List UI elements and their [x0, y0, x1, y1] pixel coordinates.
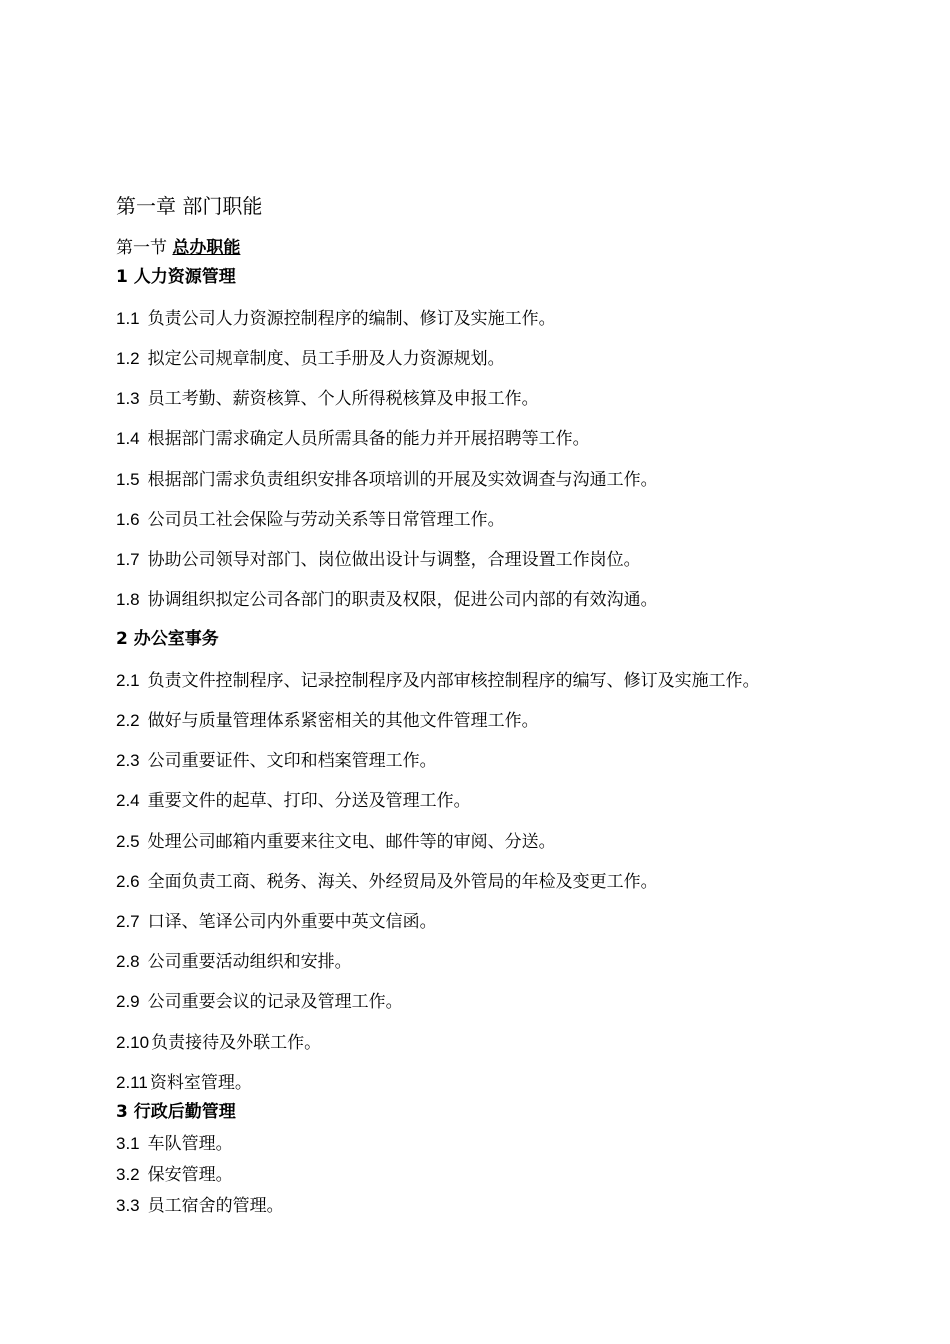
list-item: [116, 712, 539, 730]
item-number: 1.7: [116, 550, 140, 569]
list-item: [116, 752, 437, 770]
item-text: 根据部门需求负责组织安排各项培训的开展及实效调查与沟通工作。: [147, 470, 658, 490]
list-item: [116, 551, 641, 569]
list-item: [116, 833, 556, 851]
list-item: [116, 993, 403, 1011]
item-text: 公司员工社会保险与劳动关系等日常管理工作。: [147, 510, 505, 530]
item-number: 2.4: [116, 791, 140, 810]
list-item: [116, 1135, 233, 1153]
item-number: 2.5: [116, 832, 140, 851]
section-heading: [116, 240, 240, 257]
group-heading-office: 2 办公室事务: [116, 629, 219, 649]
item-number: 1.4: [116, 429, 140, 448]
item-text: 公司重要活动组织和安排。: [147, 952, 352, 972]
list-item: [116, 1166, 233, 1184]
item-number: 1.2: [116, 349, 140, 368]
chapter-title: 第一章 部门职能: [116, 194, 263, 218]
list-item: [116, 672, 760, 690]
list-item: [116, 792, 471, 810]
item-text: 资料室管理。: [149, 1073, 252, 1093]
item-number: 1.6: [116, 510, 140, 529]
list-item: [116, 913, 437, 931]
list-item: [116, 873, 658, 891]
item-number: 3.1: [116, 1134, 140, 1153]
item-text: 公司重要证件、文印和档案管理工作。: [147, 751, 437, 771]
group-heading-admin: 3 行政后勤管理: [116, 1102, 236, 1122]
item-number: 2.3: [116, 751, 140, 770]
section-title: 总办职能: [172, 238, 241, 258]
item-number: 2.9: [116, 992, 140, 1011]
item-number: 3.2: [116, 1165, 140, 1184]
item-number: 2.6: [116, 872, 140, 891]
item-number: 2.1: [116, 671, 140, 690]
list-item: [116, 511, 505, 529]
item-text: 根据部门需求确定人员所需具备的能力并开展招聘等工作。: [147, 429, 590, 449]
item-number: 1.1: [116, 309, 140, 328]
item-text: 处理公司邮箱内重要来往文电、邮件等的审阅、分送。: [147, 832, 556, 852]
list-item: [116, 953, 352, 971]
item-number: 2.2: [116, 711, 140, 730]
item-number: 2.8: [116, 952, 140, 971]
list-item: [116, 390, 539, 408]
list-item: [116, 1074, 252, 1092]
item-number: 3.3: [116, 1196, 140, 1215]
item-text: 员工宿舍的管理。: [147, 1196, 284, 1216]
item-number: 2.11: [116, 1073, 148, 1092]
section-label: 第一节: [116, 238, 167, 258]
item-number: 2.7: [116, 912, 140, 931]
item-text: 保安管理。: [147, 1165, 233, 1185]
item-text: 口译、笔译公司内外重要中英文信函。: [147, 912, 437, 932]
item-text: 拟定公司规章制度、员工手册及人力资源规划。: [147, 349, 505, 369]
list-item: [116, 591, 658, 609]
item-text: 做好与质量管理体系紧密相关的其他文件管理工作。: [147, 711, 539, 731]
item-text: 协助公司领导对部门、岗位做出设计与调整，合理设置工作岗位。: [147, 550, 641, 570]
item-number: 1.3: [116, 389, 140, 408]
item-text: 协调组织拟定公司各部门的职责及权限，促进公司内部的有效沟通。: [147, 590, 658, 610]
item-text: 员工考勤、薪资核算、个人所得税核算及申报工作。: [147, 389, 539, 409]
item-text: 负责公司人力资源控制程序的编制、修订及实施工作。: [147, 309, 556, 329]
item-text: 公司重要会议的记录及管理工作。: [147, 992, 403, 1012]
item-text: 全面负责工商、税务、海关、外经贸局及外管局的年检及变更工作。: [147, 872, 658, 892]
list-item: [116, 350, 505, 368]
item-text: 负责文件控制程序、记录控制程序及内部审核控制程序的编写、修订及实施工作。: [147, 671, 760, 691]
item-number: 2.10: [116, 1033, 150, 1052]
item-text: 重要文件的起草、打印、分送及管理工作。: [147, 791, 471, 811]
list-item: [116, 430, 590, 448]
list-item: [116, 1197, 284, 1215]
list-item: [116, 1034, 321, 1052]
group-heading-hr: 1 人力资源管理: [116, 267, 236, 287]
list-item: [116, 310, 556, 328]
item-number: 1.5: [116, 470, 140, 489]
item-text: 负责接待及外联工作。: [151, 1033, 322, 1053]
item-text: 车队管理。: [147, 1134, 233, 1154]
item-number: 1.8: [116, 590, 140, 609]
list-item: [116, 471, 658, 489]
